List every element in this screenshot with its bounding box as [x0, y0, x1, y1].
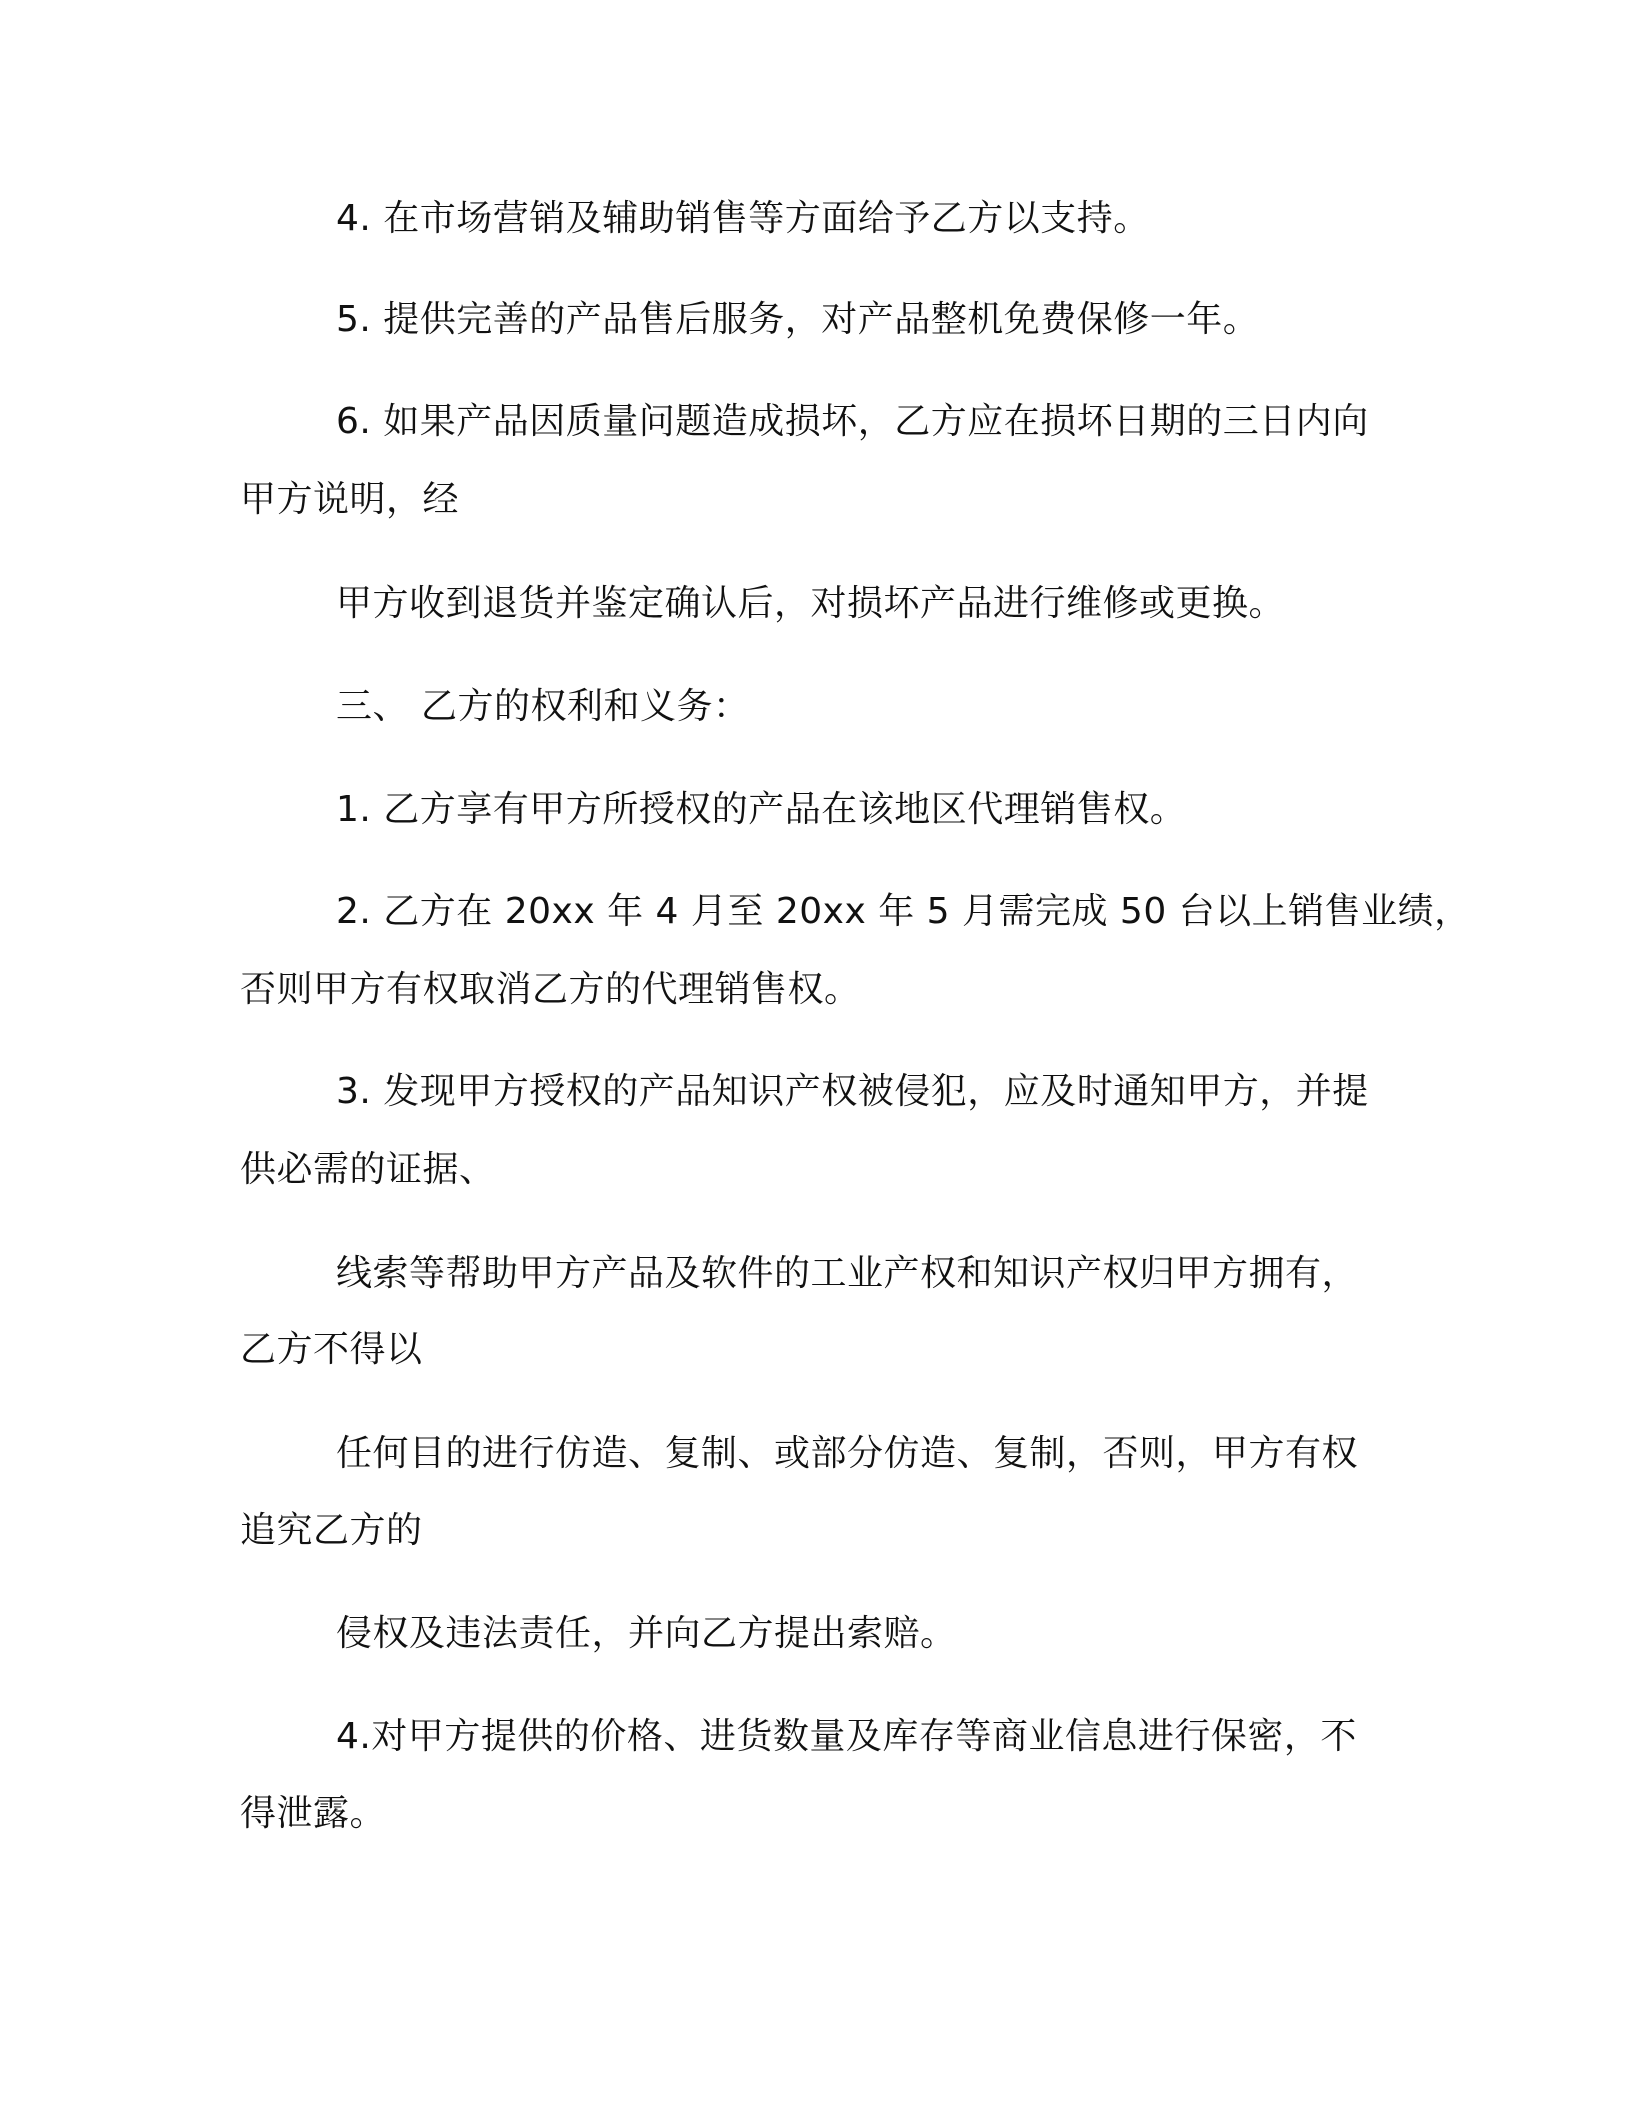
imitation-paragraph: 任何目的进行仿造、复制、或部分仿造、复制，否则，甲方有权	[336, 1433, 1359, 1474]
imitation-continued: 追究乙方的	[240, 1510, 423, 1551]
liability-paragraph: 侵权及违法责任，并向乙方提出索赔。	[336, 1613, 957, 1654]
rights-item-3-continued: 供必需的证据、	[240, 1149, 496, 1190]
item-5-after-sales: 5. 提供完善的产品售后服务，对产品整机免费保修一年。	[336, 299, 1260, 340]
item-4-support: 4. 在市场营销及辅助销售等方面给予乙方以支持。	[336, 198, 1150, 239]
item-6-quality-damage: 6. 如果产品因质量问题造成损坏，乙方应在损坏日期的三日内向	[336, 401, 1369, 442]
ip-ownership-continued: 乙方不得以	[240, 1329, 423, 1370]
section-three-heading: 三、 乙方的权利和义务：	[336, 686, 750, 727]
item-6-continued: 甲方说明，经	[240, 479, 460, 520]
return-inspection-paragraph: 甲方收到退货并鉴定确认后，对损坏产品进行维修或更换。	[336, 583, 1286, 624]
rights-item-4-continued: 得泄露。	[240, 1793, 387, 1834]
rights-item-4: 4.对甲方提供的价格、进货数量及库存等商业信息进行保密，不	[336, 1716, 1357, 1757]
rights-item-2-continued: 否则甲方有权取消乙方的代理销售权。	[240, 969, 861, 1010]
rights-item-3: 3. 发现甲方授权的产品知识产权被侵犯，应及时通知甲方，并提	[336, 1071, 1369, 1112]
rights-item-1: 1. 乙方享有甲方所授权的产品在该地区代理销售权。	[336, 789, 1187, 830]
ip-ownership-paragraph: 线索等帮助甲方产品及软件的工业产权和知识产权归甲方拥有，	[336, 1253, 1359, 1294]
rights-item-2: 2. 乙方在 20xx 年 4 月至 20xx 年 5 月需完成 50 台以上销售业绩，	[336, 891, 1471, 932]
